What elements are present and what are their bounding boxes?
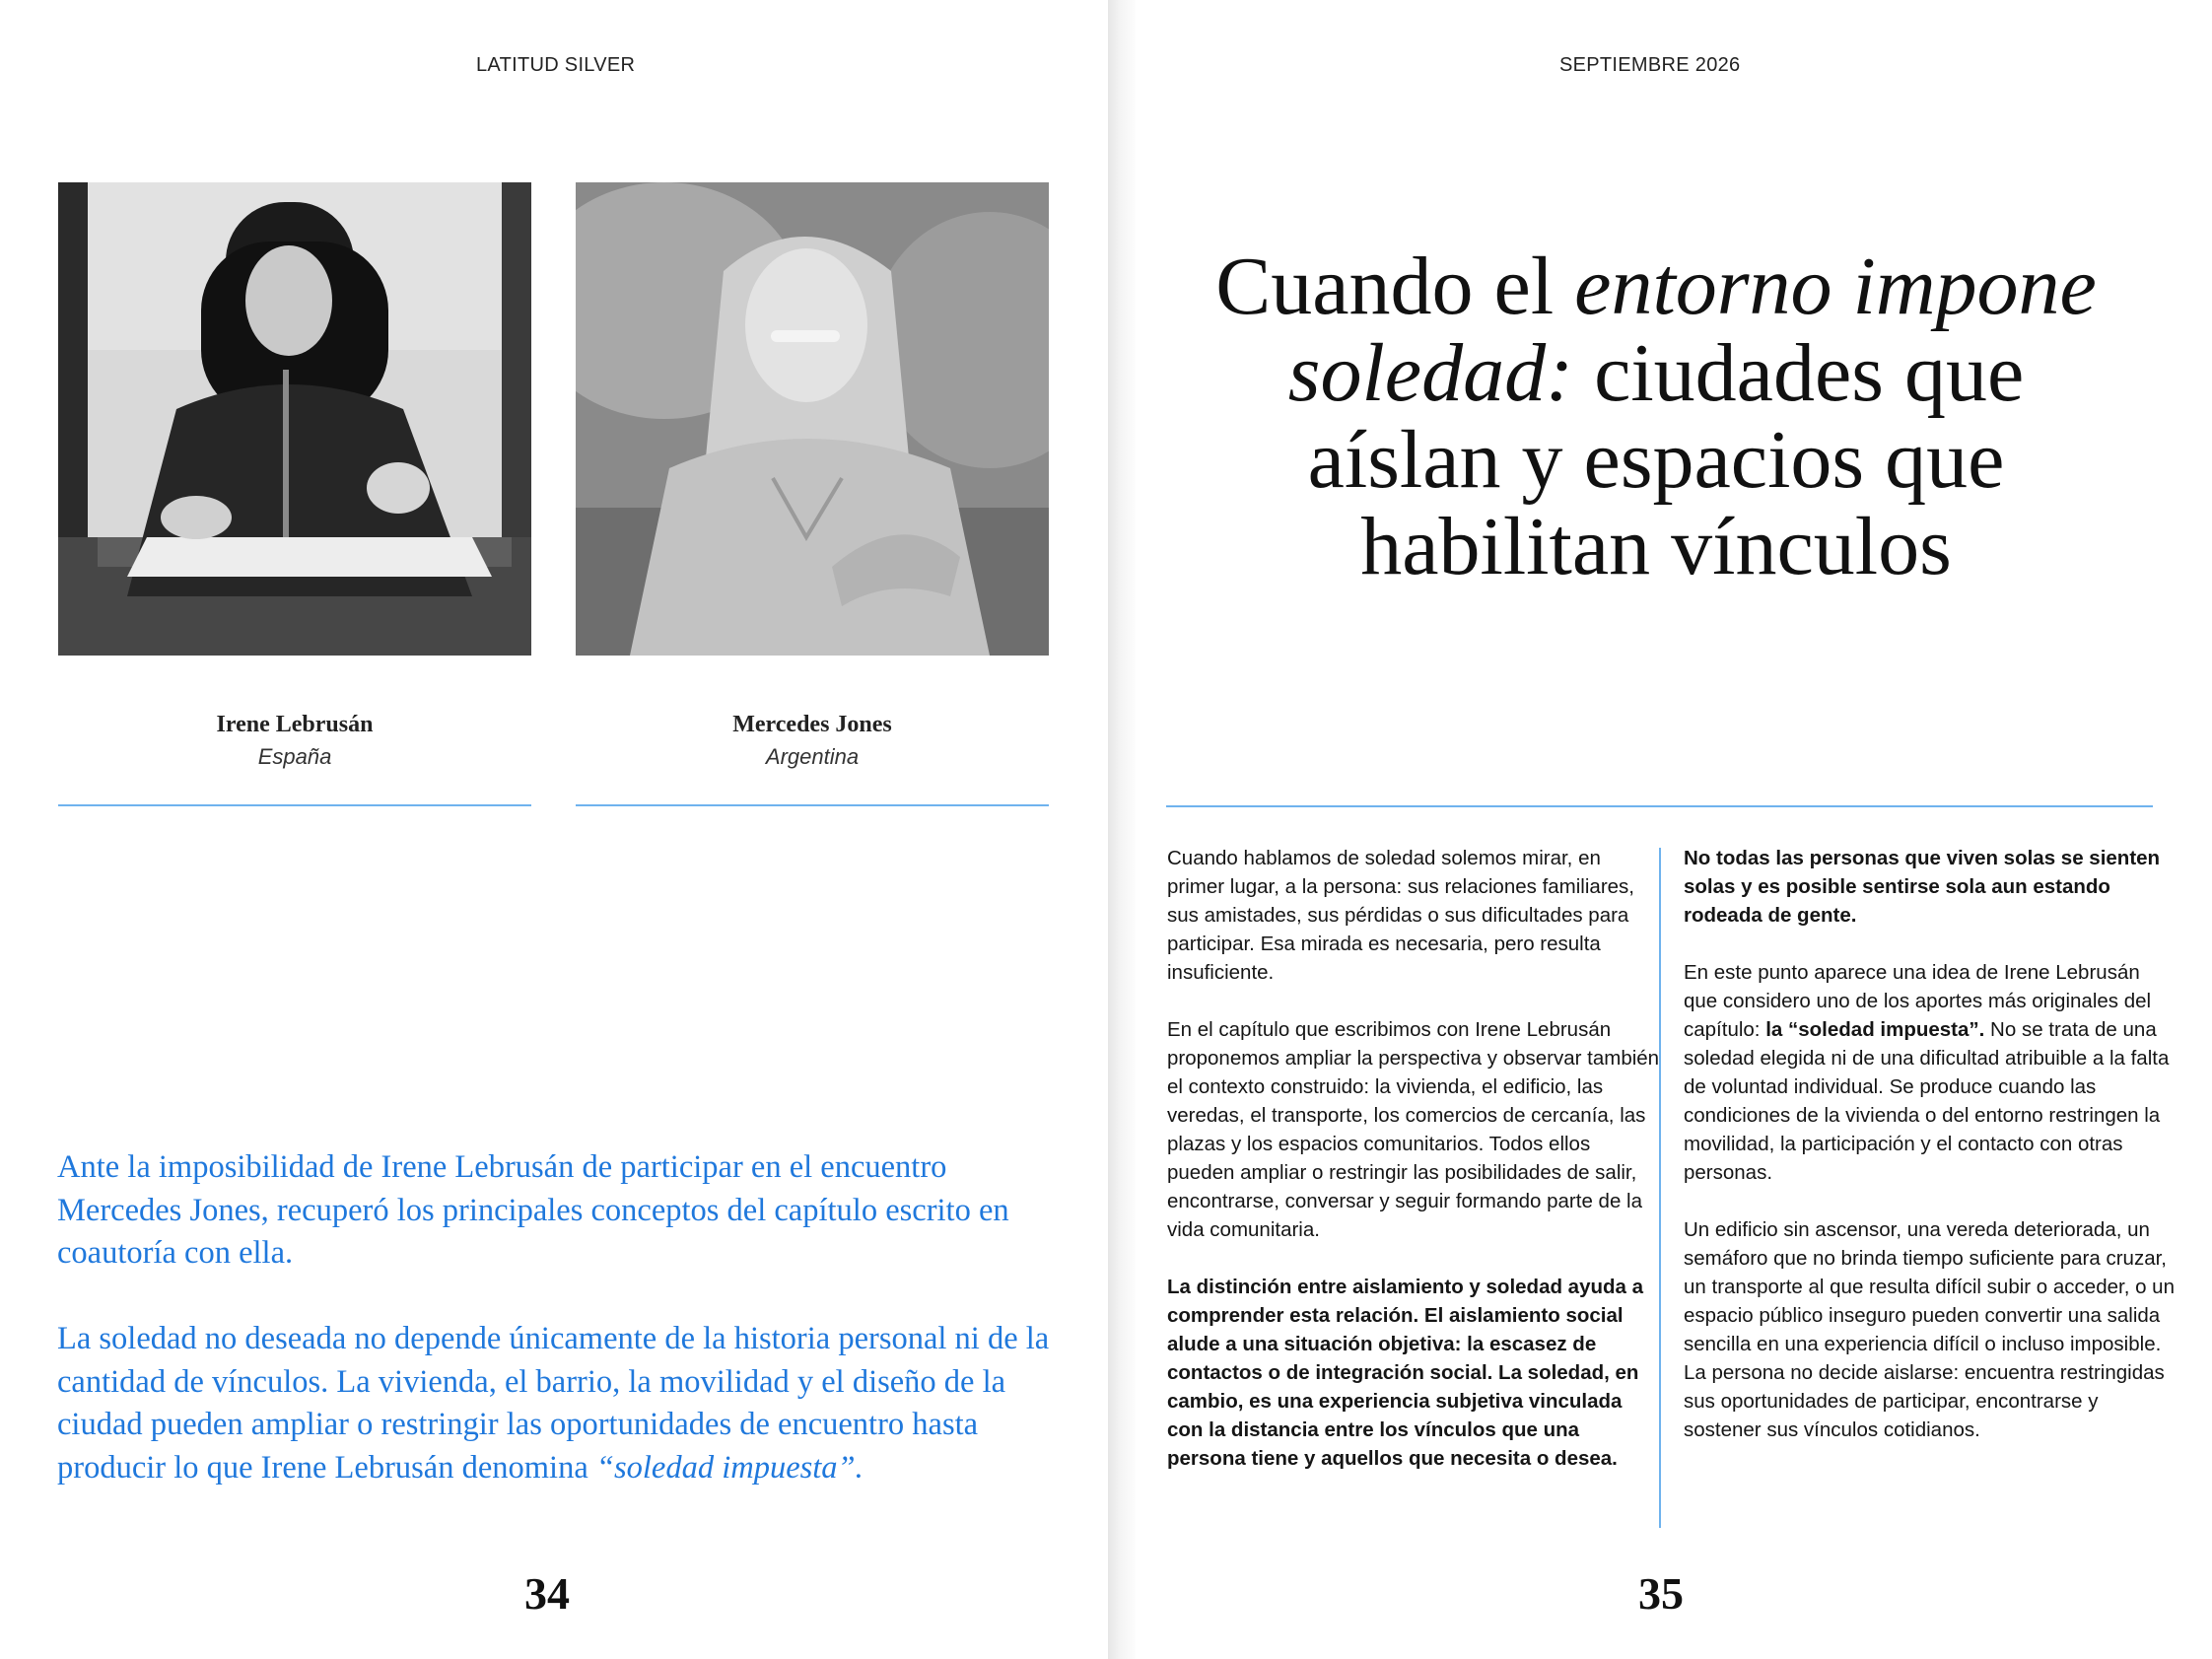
caption-rule [58,804,531,806]
caption-rule [576,804,1049,806]
page-gutter [1108,0,1136,1659]
intro-paragraph: Ante la imposibilidad de Irene Lebrusán de participar en el encuentro Mercedes Jones, recuperó los principales conceptos del capítulo escrito en coautoría con ella. [57,1149,1009,1271]
body-text-bold: la “soledad impuesta”. [1765,1018,1985,1041]
person-country: España [257,744,332,769]
column-divider [1659,848,1661,1528]
body-paragraph-bold: No todas las personas que viven solas se sienten solas y es posible sentirse sola aun estando rodeada de gente. [1684,847,2161,927]
caption-mercedes [576,712,1049,770]
intro-paragraph [57,1318,1053,1489]
person-country: Argentina [765,744,860,769]
headline-rule [1166,805,2153,807]
intro-quote: “soledad impuesta”. [595,1449,864,1486]
body-paragraph-bold: La distinción entre aislamiento y soledad ayuda a comprender esta relación. El aislamiento social alude a una situación objetiva: la escasez de contactos o de integración social. La soledad, en cambio, es una experiencia subjetiva vinculada con la distancia entre los vínculos que una persona tiene y aquellos que necesita o desea. [1167,1276,1644,1470]
running-head-left: LATITUD SILVER [476,54,636,76]
body-column-1 [1167,844,1660,1501]
headline-part: Cuando el [1215,241,1575,332]
photo-irene-lebrusan [58,182,531,656]
page-number: 34 [524,1568,570,1619]
body-column-2 [1684,844,2177,1473]
body-paragraph: Un edificio sin ascensor, una vereda deteriorada, un semáforo que no brinda tiempo suficiente para cruzar, un transporte al que resulta difícil subir o acceder, o un espacio público inseguro pueden convertir una salida sencilla en una experiencia difícil o incluso imposible. La persona no decide aislarse: encuentra restringidas sus oportunidades de participar, encontrarse y sostener sus vínculos cotidianos. [1684,1218,2175,1441]
person-name: Mercedes Jones [732,712,892,737]
body-paragraph: Cuando hablamos de soledad solemos mirar, en primer lugar, a la persona: sus relaciones familiares, sus amistades, sus pérdidas o sus dificultades para participar. Esa mirada es necesaria, pero resulta insuficiente. [1167,847,1634,984]
headline-part: ciudades que aíslan y espacios que habilitan vínculos [1307,327,2025,592]
intro-text: La soledad no deseada no depende únicamente de la historia personal ni de la cantidad de vínculos. La vivienda, el barrio, la movilidad y el diseño de la ciudad pueden ampliar o restringir las oportunidades de encuentro hasta producir lo que Irene Lebrusán denomina [57,1321,1050,1486]
article-headline [1183,243,2129,590]
body-paragraph: En el capítulo que escribimos con Irene Lebrusán proponemos ampliar la perspectiva y observar también el contexto construido: la vivienda, el edificio, las veredas, el transporte, los comercios de cercanía, las plazas y los espacios comunitarios. Todos ellos pueden ampliar o restringir las posibilidades de salir, encontrarse, conversar y seguir formando parte de la vida comunitaria. [1167,1018,1660,1241]
headline-italic: entorno impone soledad: [1287,241,2097,419]
photo-mercedes-jones [576,182,1049,656]
page-number: 35 [1638,1568,1684,1619]
body-paragraph [1684,958,2177,1187]
body-text: En este punto aparece una idea de Irene Lebrusán que considero uno de los aportes más originales del capítulo: [1684,961,2152,1041]
caption-irene [58,712,531,770]
running-head-right: SEPTIEMBRE 2026 [1559,54,1741,76]
person-name: Irene Lebrusán [216,712,374,737]
body-text: No se trata de una soledad elegida ni de una dificultad atribuible a la falta de voluntad individual. Se produce cuando las condiciones de la vivienda o del entorno restringen la movilidad, la participación y el contacto con otras personas. [1684,1018,2170,1184]
